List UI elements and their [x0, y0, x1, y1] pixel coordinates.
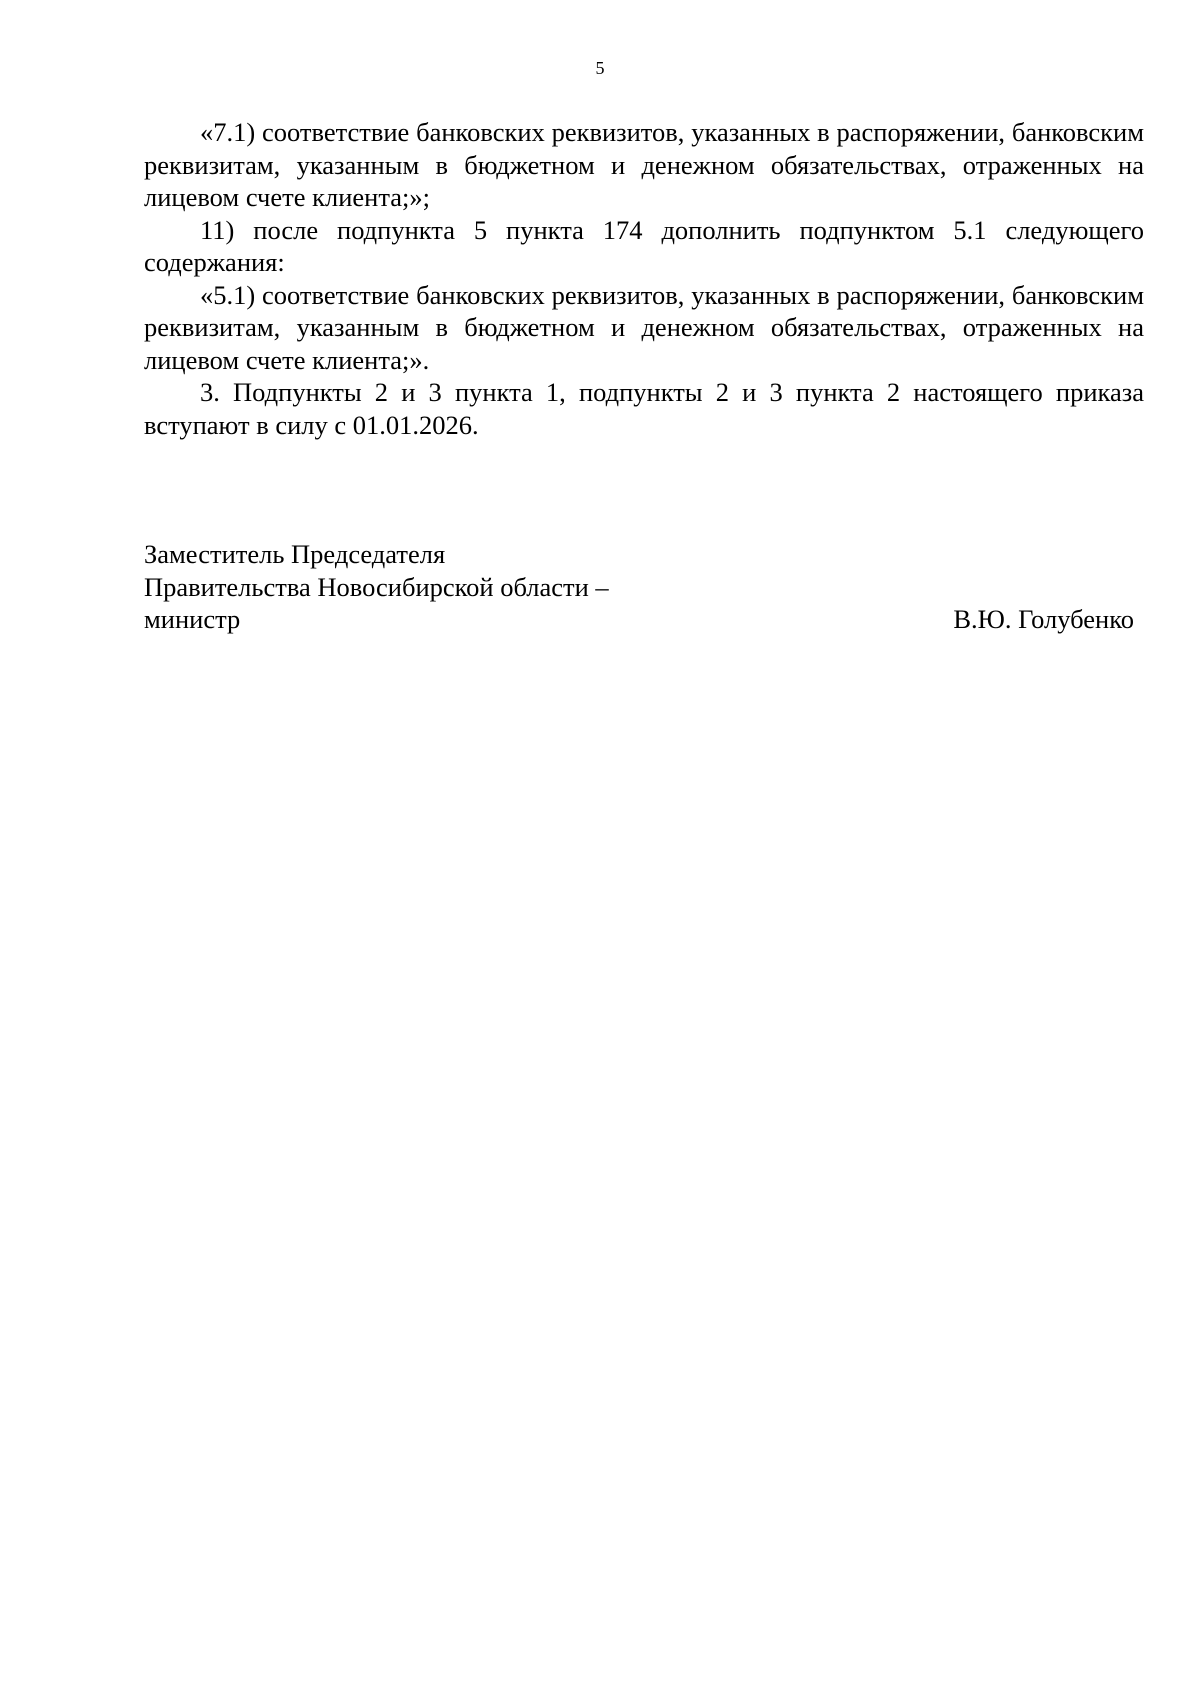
signatory-position-line-3: министр — [144, 604, 241, 634]
paragraph-5-1-text: «5.1) соответствие банковских реквизитов, указанных в распоряжении, банковским реквизитам, указанным в бюджетном и денежном обязательствах, отраженных на лицевом счете клиента;». — [144, 279, 1144, 375]
signature-block — [144, 538, 1134, 636]
signatory-position-line-2: Правительства Новосибирской области – — [144, 571, 609, 602]
signature-row — [144, 603, 1134, 636]
paragraph-7-1-text: «7.1) соответствие банковских реквизитов, указанных в распоряжении, банковским реквизитам, указанным в бюджетном и денежном обязательствах, отраженных на лицевом счете клиента;»; — [144, 117, 1144, 212]
paragraph-item-11: 11) после подпункта 5 пункта 174 дополнить подпунктом 5.1 следующего содержания: — [144, 214, 1144, 277]
page-number: 5 — [595, 58, 605, 78]
paragraph-item-3: 3. Подпункты 2 и 3 пункта 1, подпункты 2 и 3 пункта 2 настоящего приказа вступают в силу с 01.01.2026. — [144, 377, 1144, 440]
signatory-position-line-1: Заместитель Председателя — [144, 539, 446, 569]
signatory-name: В.Ю. Голубенко — [953, 604, 1134, 634]
document-body — [144, 116, 1144, 441]
